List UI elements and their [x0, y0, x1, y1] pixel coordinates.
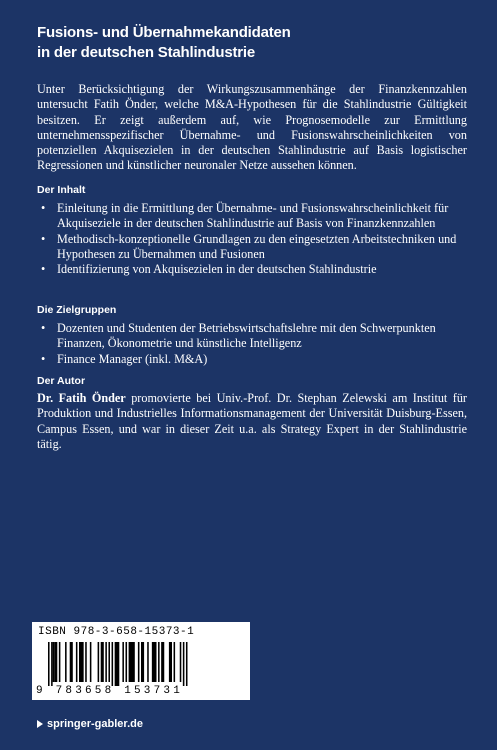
inhalt-list	[37, 201, 467, 277]
barcode-bar	[129, 642, 135, 682]
barcode-bar	[141, 642, 144, 682]
barcode-bar	[180, 642, 182, 682]
barcode-bar	[126, 642, 128, 682]
publisher-link[interactable]	[37, 718, 143, 730]
inhalt-heading: Der Inhalt	[37, 184, 86, 196]
barcode-bar	[79, 642, 84, 682]
barcode-bar	[115, 642, 120, 686]
author-bio: promovierte bei Univ.-Prof. Dr. Stephan Zelewski am Institut für Produktion und Industrielles Informationsmanagement der Universität Duisburg-Essen, Campus Essen, und war in dieser Zeit u.a. als Strategy Expert in der Stahlindustrie tätig.	[37, 391, 467, 451]
barcode-bar	[65, 642, 67, 682]
barcode-digits: 9 783658 153731	[36, 685, 184, 697]
barcode-bar	[169, 642, 172, 682]
barcode-bar	[101, 642, 104, 682]
barcode-bar	[186, 642, 188, 686]
barcode-bar	[48, 642, 50, 686]
barcode-bar	[112, 642, 114, 686]
list-item: • Dozenten und Studenten der Betriebswirtschaftslehre mit den Schwerpunkten Finanzen, Ökonometrie und künstliche Intelligenz	[37, 321, 467, 352]
barcode-bar	[147, 642, 149, 682]
list-item: • Einleitung in die Ermittlung der Übernahme- und Fusionswahrscheinlichkeit für Akquiseziele in der deutschen Stahlindustrie auf Basis von Finanzkennzahlen	[37, 201, 467, 232]
barcode-bar	[98, 642, 100, 682]
barcode-bar	[85, 642, 87, 682]
title-line-1: Fusions- und Übernahmekandidaten	[37, 24, 291, 41]
cover-title	[37, 23, 467, 63]
author-name: Dr. Fatih Önder	[37, 391, 126, 405]
list-item: • Identifizierung von Akquisezielen in der deutschen Stahlindustrie	[37, 262, 467, 277]
barcode-bar	[108, 642, 110, 682]
zielgruppen-heading: Die Zielgruppen	[37, 304, 117, 316]
list-item: • Finance Manager (inkl. M&A)	[37, 352, 467, 367]
barcode-bar	[53, 642, 55, 682]
zielgruppen-list	[37, 321, 467, 367]
title-line-2: in der deutschen Stahlindustrie	[37, 44, 256, 61]
isbn-barcode	[32, 622, 250, 700]
publisher-url: springer-gabler.de	[47, 718, 143, 730]
barcode-bar	[161, 642, 164, 682]
barcode-bar	[122, 642, 124, 682]
list-item: • Methodisch-konzeptionelle Grundlagen zu den eingesetzten Arbeitstechniken und Hypothesen zu Übernahmen und Fusionen	[37, 232, 467, 263]
barcode-bar	[59, 642, 61, 682]
barcode-bar	[183, 642, 185, 686]
barcode-bar	[54, 642, 57, 682]
barcode-bar	[158, 642, 160, 682]
barcode-bar	[174, 642, 176, 682]
barcode-bars	[46, 642, 244, 686]
barcode-bar	[90, 642, 92, 682]
barcode-bar	[70, 642, 73, 682]
barcode-bar	[152, 642, 157, 682]
barcode-bar	[76, 642, 78, 682]
autor-heading: Der Autor	[37, 375, 86, 387]
barcode-bar	[51, 642, 53, 686]
barcode-bar	[138, 642, 140, 682]
intro-paragraph: Unter Berücksichtigung der Wirkungszusammenhänge der Finanzkennzahlen untersucht Fatih Önder, welche M&A-Hypothesen für die Stahlindustrie Gültigkeit besitzen. Er zeigt außerdem auf, wie Prognosemodelle zur Ermittlung unternehmensspezifischer Übernahme- und Fusionswahrscheinlichkeiten von potenziellen Akquisezielen in der deutschen Stahlindustrie auf Basis logistischer Regressionen und künstlicher neuronaler Netze aussehen können.	[37, 82, 467, 173]
isbn-label: ISBN 978-3-658-15373-1	[38, 626, 195, 638]
barcode-bar	[105, 642, 107, 682]
arrow-icon	[37, 720, 43, 728]
autor-paragraph	[37, 391, 467, 452]
